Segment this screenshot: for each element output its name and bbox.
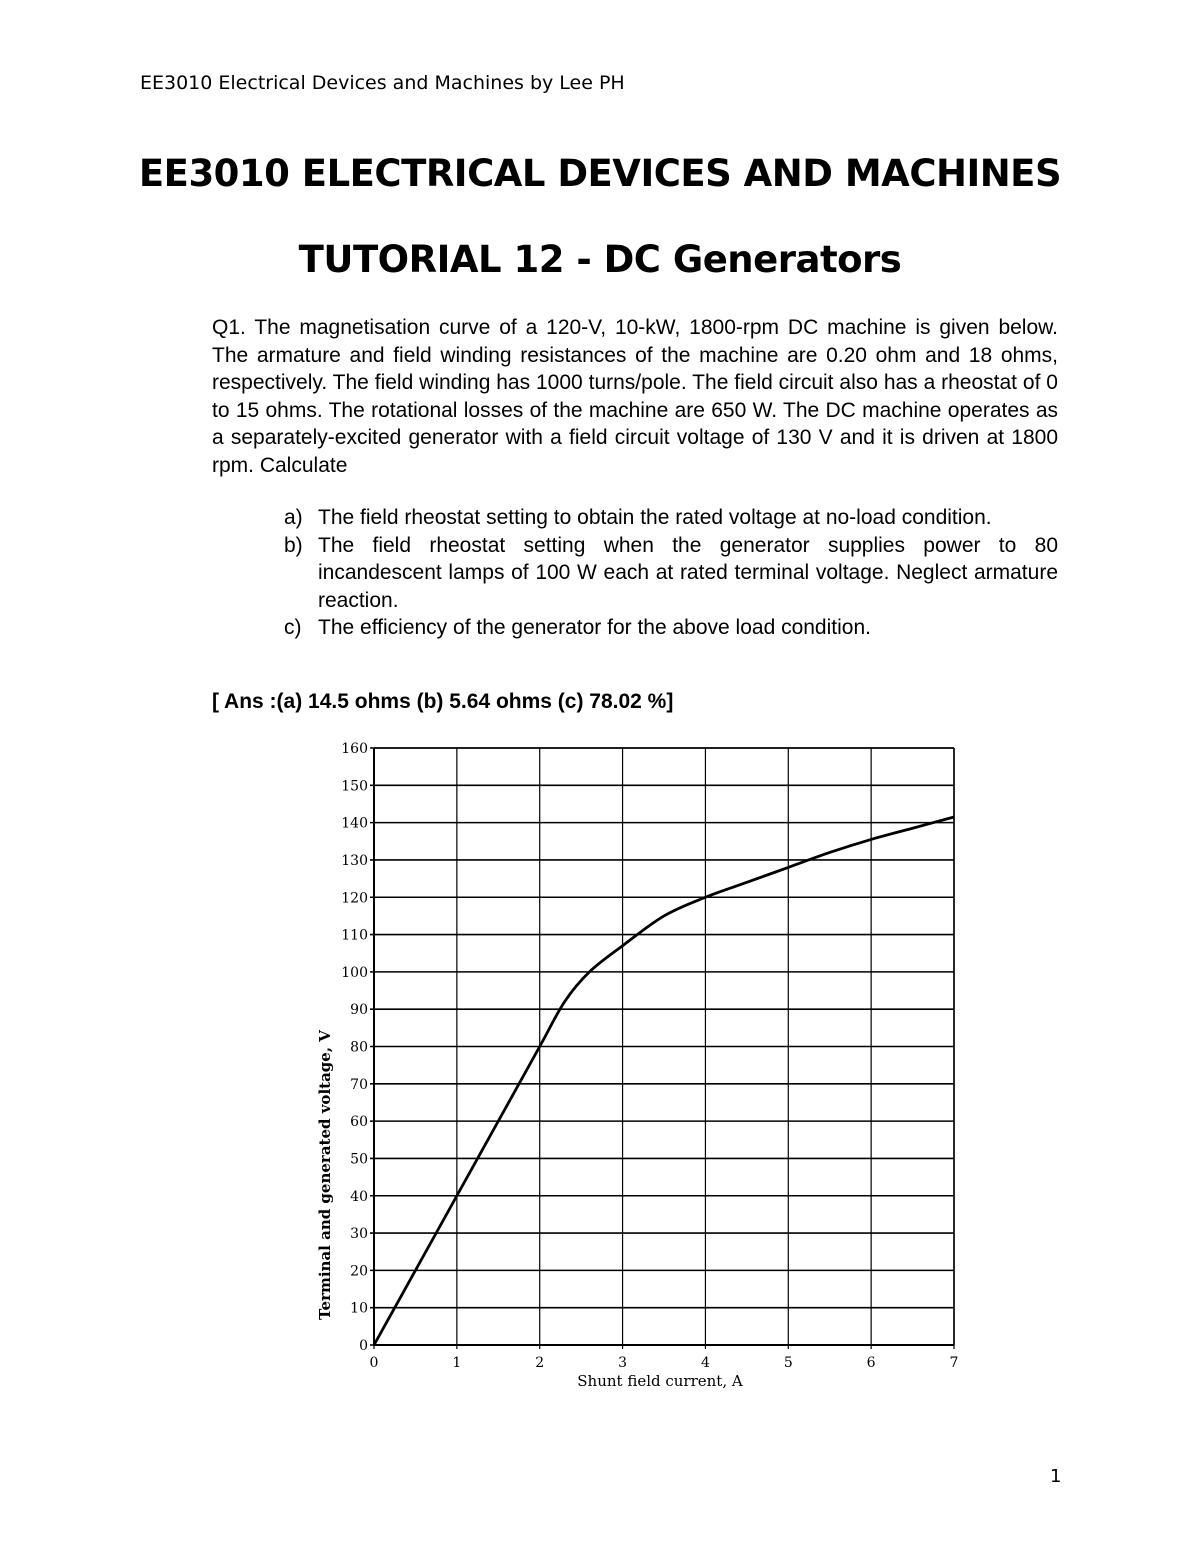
x-tick-label: 5 — [783, 1355, 793, 1371]
part-text: The efficiency of the generator for the above load condition. — [318, 616, 871, 639]
y-tick-label: 160 — [341, 741, 368, 757]
y-tick-label: 10 — [350, 1300, 368, 1317]
x-axis-label: Shunt field current, A — [577, 1372, 743, 1390]
x-tick-label: 3 — [618, 1355, 628, 1371]
y-tick-label: 120 — [341, 890, 368, 907]
chart-ticks — [341, 741, 958, 1371]
x-tick-label: 2 — [535, 1355, 545, 1371]
x-tick-label: 7 — [949, 1355, 959, 1371]
x-tick-label: 4 — [700, 1355, 710, 1371]
y-tick-label: 100 — [341, 964, 368, 981]
magnetisation-curve-line — [374, 817, 954, 1345]
y-tick-label: 20 — [350, 1263, 368, 1280]
x-tick-label: 1 — [452, 1355, 462, 1371]
part-label: a) — [284, 506, 303, 529]
y-tick-label: 140 — [341, 815, 368, 832]
running-header: EE3010 Electrical Devices and Machines by Lee PH — [140, 72, 625, 94]
y-tick-label: 130 — [341, 852, 368, 869]
x-tick-label: 6 — [866, 1355, 876, 1371]
y-tick-label: 50 — [350, 1151, 368, 1168]
part-label: c) — [284, 616, 302, 639]
page-title: EE3010 ELECTRICAL DEVICES AND MACHINES — [138, 152, 1062, 195]
chart-grid — [370, 748, 954, 1349]
y-axis-label: Terminal and generated voltage, V — [316, 1030, 334, 1320]
x-tick-label: 0 — [369, 1355, 379, 1371]
part-text: The field rheostat setting to obtain the rated voltage at no-load condition. — [318, 506, 992, 529]
question-text: Q1. The magnetisation curve of a 120-V, 10-kW, 1800-rpm DC machine is given below. The armature and field winding resistances of the machine are 0.20 ohm and 18 ohms, respectively. The field winding has 1000 turns/pole. The field circuit also has a rheostat of 0 to 15 ohms. The rotational losses of the machine are 650 W. The DC machine operates as a separately-excited generator with a field circuit voltage of 130 V and it is driven at 1800 rpm. Calculate — [212, 316, 1058, 477]
question-parts-list — [284, 504, 1058, 642]
y-tick-label: 80 — [350, 1039, 368, 1056]
page-subtitle: TUTORIAL 12 - DC Generators — [298, 238, 902, 281]
y-tick-label: 110 — [341, 927, 368, 944]
page-number: 1 — [1050, 1466, 1062, 1487]
magnetisation-curve-chart — [300, 735, 980, 1395]
y-tick-label: 70 — [350, 1076, 368, 1093]
y-tick-label: 150 — [341, 778, 368, 795]
part-label: b) — [284, 533, 303, 557]
question-part-a — [284, 504, 1058, 532]
question-part-c — [284, 614, 1058, 642]
part-text: The field rheostat setting when the generator supplies power to 80 incandescent lamps of 100 W each at rated terminal voltage. Neglect armature reaction. — [318, 533, 1058, 612]
y-tick-label: 90 — [350, 1002, 368, 1019]
y-tick-label: 40 — [350, 1188, 368, 1205]
y-tick-label: 60 — [350, 1114, 368, 1131]
question-part-b — [284, 532, 1058, 615]
y-tick-label: 0 — [359, 1338, 368, 1354]
y-tick-label: 30 — [350, 1226, 368, 1243]
answer-line: [ Ans :(a) 14.5 ohms (b) 5.64 ohms (c) 78.02 %] — [212, 690, 674, 713]
